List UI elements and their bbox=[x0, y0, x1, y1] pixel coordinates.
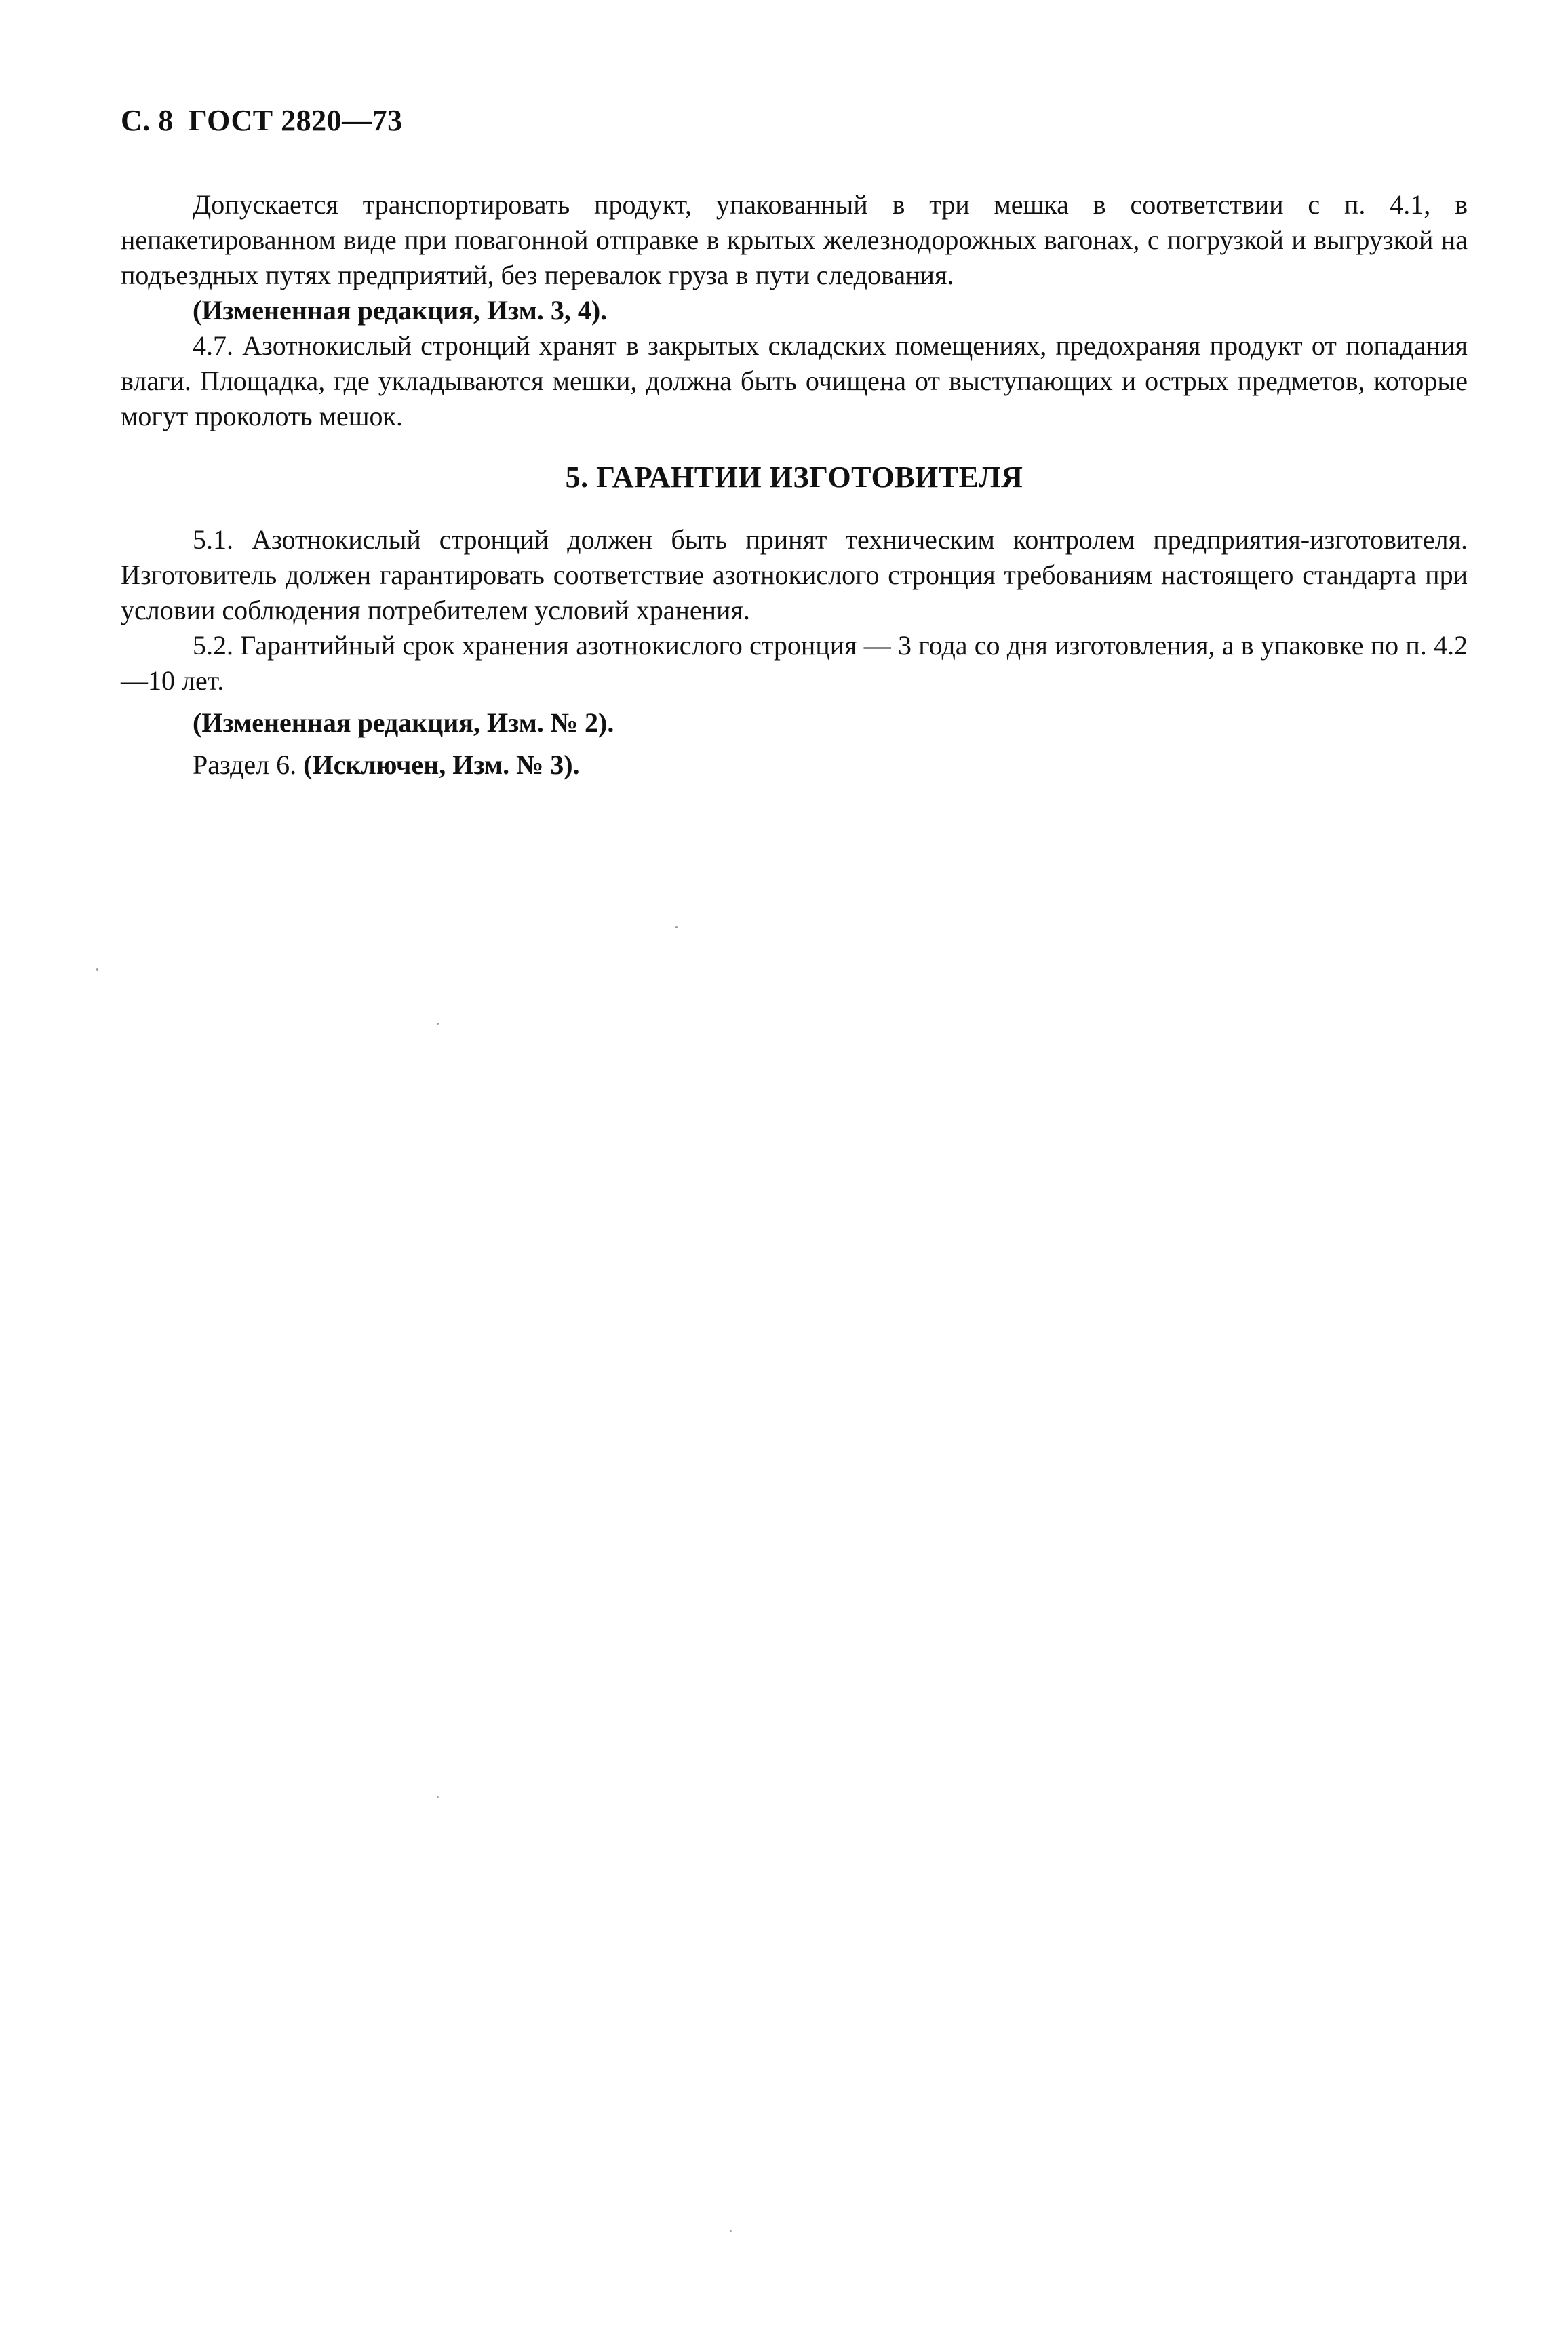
scan-speck bbox=[437, 1796, 439, 1798]
scan-speck bbox=[730, 2230, 732, 2232]
standard-designation: ГОСТ 2820—73 bbox=[188, 104, 403, 137]
running-header bbox=[121, 103, 403, 138]
scan-speck bbox=[96, 968, 98, 971]
clause-5-1: 5.1. Азотнокислый стронций должен быть принят техническим контролем предприятия-изготовителя. Изготовитель должен гарантировать соответствие азотнокислого стронция требованиям настоящего стандарта при условии соблюдения потребителем условий хранения. bbox=[121, 524, 1468, 625]
section-6-label: Раздел 6. bbox=[193, 749, 297, 780]
amendment-note: (Измененная редакция, Изм. № 2). bbox=[193, 707, 614, 738]
amendment-note: (Измененная редакция, Изм. 3, 4). bbox=[193, 295, 608, 326]
section-6-note bbox=[121, 747, 1468, 783]
clause-5-2: 5.2. Гарантийный срок хранения азотнокислого стронция — 3 года со дня изготовления, а в упаковке по п. 4.2—10 лет. bbox=[121, 630, 1468, 696]
section-5-heading: 5. ГАРАНТИИ ИЗГОТОВИТЕЛЯ bbox=[565, 460, 1023, 494]
section-5-body bbox=[121, 522, 1468, 783]
scan-speck bbox=[675, 926, 678, 928]
page-number: С. 8 bbox=[121, 104, 174, 137]
section-4-continuation bbox=[121, 187, 1468, 434]
transport-paragraph: Допускается транспортировать продукт, упакованный в три мешка в соответствии с п. 4.1, в непакетированном виде при повагонной отправке в крытых железнодорожных вагонах, с погрузкой и выгрузкой на подъездных путях предприятий, без перевалок груза в пути следования. bbox=[121, 189, 1468, 290]
scan-speck bbox=[437, 1023, 439, 1025]
section-6-status: (Исключен, Изм. № 3). bbox=[303, 749, 580, 780]
storage-paragraph: 4.7. Азотнокислый стронций хранят в закрытых складских помещениях, предохраняя продукт от попадания влаги. Площадка, где укладываются мешки, должна быть очищена от выступающих и острых предметов, которые могут проколоть мешок. bbox=[121, 330, 1468, 431]
